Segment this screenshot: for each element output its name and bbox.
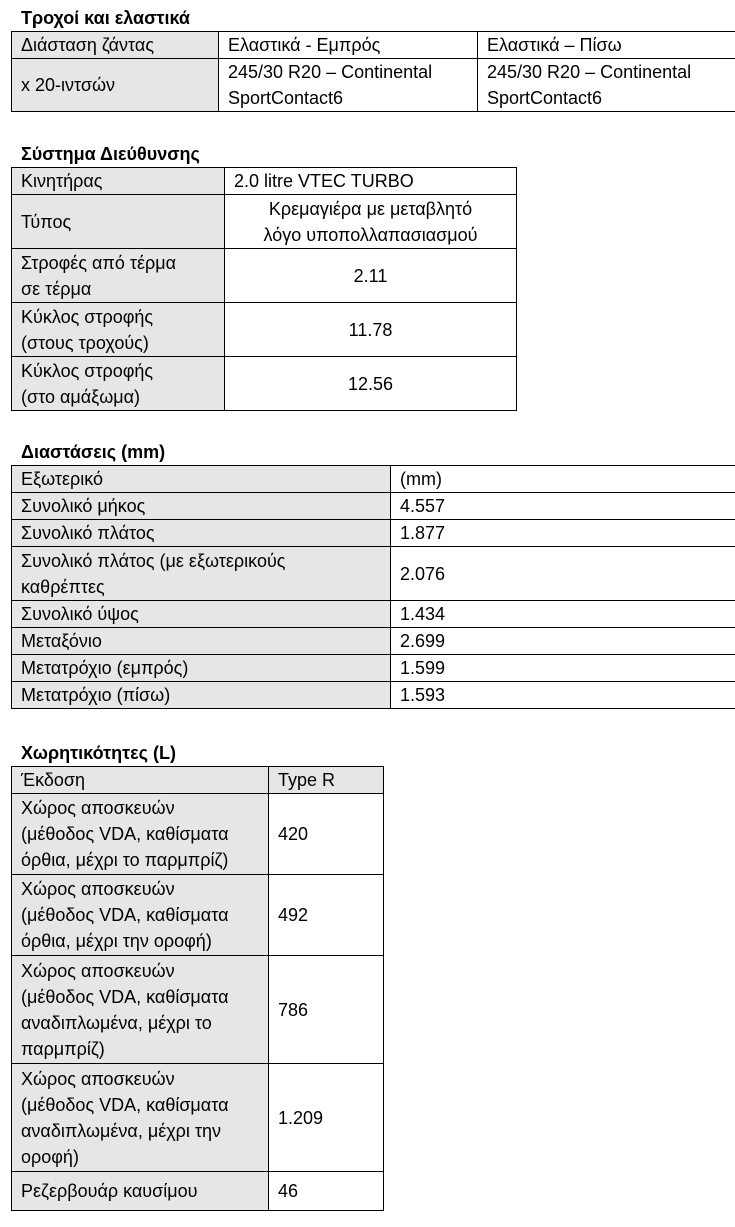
capacity-value: 492: [269, 875, 384, 956]
capacities-title: Χωρητικότητες (L): [21, 743, 177, 763]
header-exterior: Εξωτερικό: [12, 466, 391, 493]
capacity-value: 420: [269, 794, 384, 875]
steering-value: 2.0 litre VTEC TURBO: [225, 168, 517, 195]
dimension-label: Μετατρόχιο (πίσω): [12, 682, 391, 709]
front-tyres-value: 245/30 R20 – Continental SportContact6: [219, 59, 478, 112]
table-row: [12, 956, 384, 1064]
dimensions-section: [11, 441, 735, 709]
table-row: [12, 682, 735, 709]
dimensions-title: Διαστάσεις (mm): [21, 442, 166, 462]
dimension-label: Συνολικό πλάτος: [12, 520, 391, 547]
table-row: [12, 601, 735, 628]
dimension-label: Μεταξόνιο: [12, 628, 391, 655]
table-row: [12, 195, 517, 249]
dimension-value: 1.877: [391, 520, 735, 547]
dimension-value: 4.557: [391, 493, 735, 520]
steering-label: Τύπος: [12, 195, 225, 249]
wheels-title: Τροχοί και ελαστικά: [21, 8, 190, 28]
header-type-r: Type R: [269, 767, 384, 794]
capacity-value: 786: [269, 956, 384, 1064]
wheels-data-row: [12, 59, 735, 112]
steering-label: Κύκλος στροφής (στο αμάξωμα): [12, 357, 225, 411]
table-row: [12, 628, 735, 655]
dimension-value: 2.699: [391, 628, 735, 655]
table-row: [12, 547, 735, 601]
steering-value: Κρεμαγιέρα με μεταβλητό λόγο υποπολλαπασιασμού: [225, 195, 517, 249]
dimensions-header-row: [12, 466, 735, 493]
wheels-header-row: [12, 32, 735, 59]
dimension-value: 1.599: [391, 655, 735, 682]
capacities-section: [11, 742, 384, 1211]
steering-section: [11, 143, 517, 411]
table-row: [12, 357, 517, 411]
steering-value: 2.11: [225, 249, 517, 303]
capacity-label: Χώρος αποσκευών (μέθοδος VDA, καθίσματα όρθια, μέχρι το παρμπρίζ): [12, 794, 269, 875]
table-row: [12, 875, 384, 956]
steering-label: Στροφές από τέρμα σε τέρμα: [12, 249, 225, 303]
capacity-label: Χώρος αποσκευών (μέθοδος VDA, καθίσματα αναδιπλωμένα, μέχρι το παρμπρίζ): [12, 956, 269, 1064]
capacity-label: Χώρος αποσκευών (μέθοδος VDA, καθίσματα όρθια, μέχρι την οροφή): [12, 875, 269, 956]
dimension-label: Συνολικό πλάτος (με εξωτερικούς καθρέπτες: [12, 547, 391, 601]
capacity-value: 1.209: [269, 1064, 384, 1172]
table-row: [12, 1172, 384, 1211]
capacity-value: 46: [269, 1172, 384, 1211]
steering-value: 11.78: [225, 303, 517, 357]
table-row: [12, 303, 517, 357]
table-row: [12, 1064, 384, 1172]
table-row: [12, 794, 384, 875]
capacities-header-row: [12, 767, 384, 794]
dimension-label: Μετατρόχιο (εμπρός): [12, 655, 391, 682]
steering-value: 12.56: [225, 357, 517, 411]
header-unit: (mm): [391, 466, 735, 493]
table-row: [12, 655, 735, 682]
capacities-table: [11, 766, 384, 1211]
capacity-label: Ρεζερβουάρ καυσίμου: [12, 1172, 269, 1211]
rear-tyres-value: 245/30 R20 – Continental SportContact6: [478, 59, 735, 112]
table-row: [12, 168, 517, 195]
dimensions-table: [11, 465, 735, 709]
steering-label: Κύκλος στροφής (στους τροχούς): [12, 303, 225, 357]
dimension-label: Συνολικό ύψος: [12, 601, 391, 628]
rim-size-value: x 20-ιντσών: [12, 59, 219, 112]
table-row: [12, 493, 735, 520]
steering-table: [11, 167, 517, 411]
table-row: [12, 249, 517, 303]
dimension-value: 1.434: [391, 601, 735, 628]
header-rim-size: Διάσταση ζάντας: [12, 32, 219, 59]
dimension-value: 2.076: [391, 547, 735, 601]
dimension-value: 1.593: [391, 682, 735, 709]
header-version: Έκδοση: [12, 767, 269, 794]
header-rear-tyres: Ελαστικά – Πίσω: [478, 32, 735, 59]
steering-title: Σύστημα Διεύθυνσης: [21, 144, 200, 164]
steering-label: Κινητήρας: [12, 168, 225, 195]
table-row: [12, 520, 735, 547]
capacity-label: Χώρος αποσκευών (μέθοδος VDA, καθίσματα αναδιπλωμένα, μέχρι την οροφή): [12, 1064, 269, 1172]
header-front-tyres: Ελαστικά - Εμπρός: [219, 32, 478, 59]
dimension-label: Συνολικό μήκος: [12, 493, 391, 520]
wheels-section: [11, 7, 735, 112]
wheels-table: [11, 31, 735, 112]
